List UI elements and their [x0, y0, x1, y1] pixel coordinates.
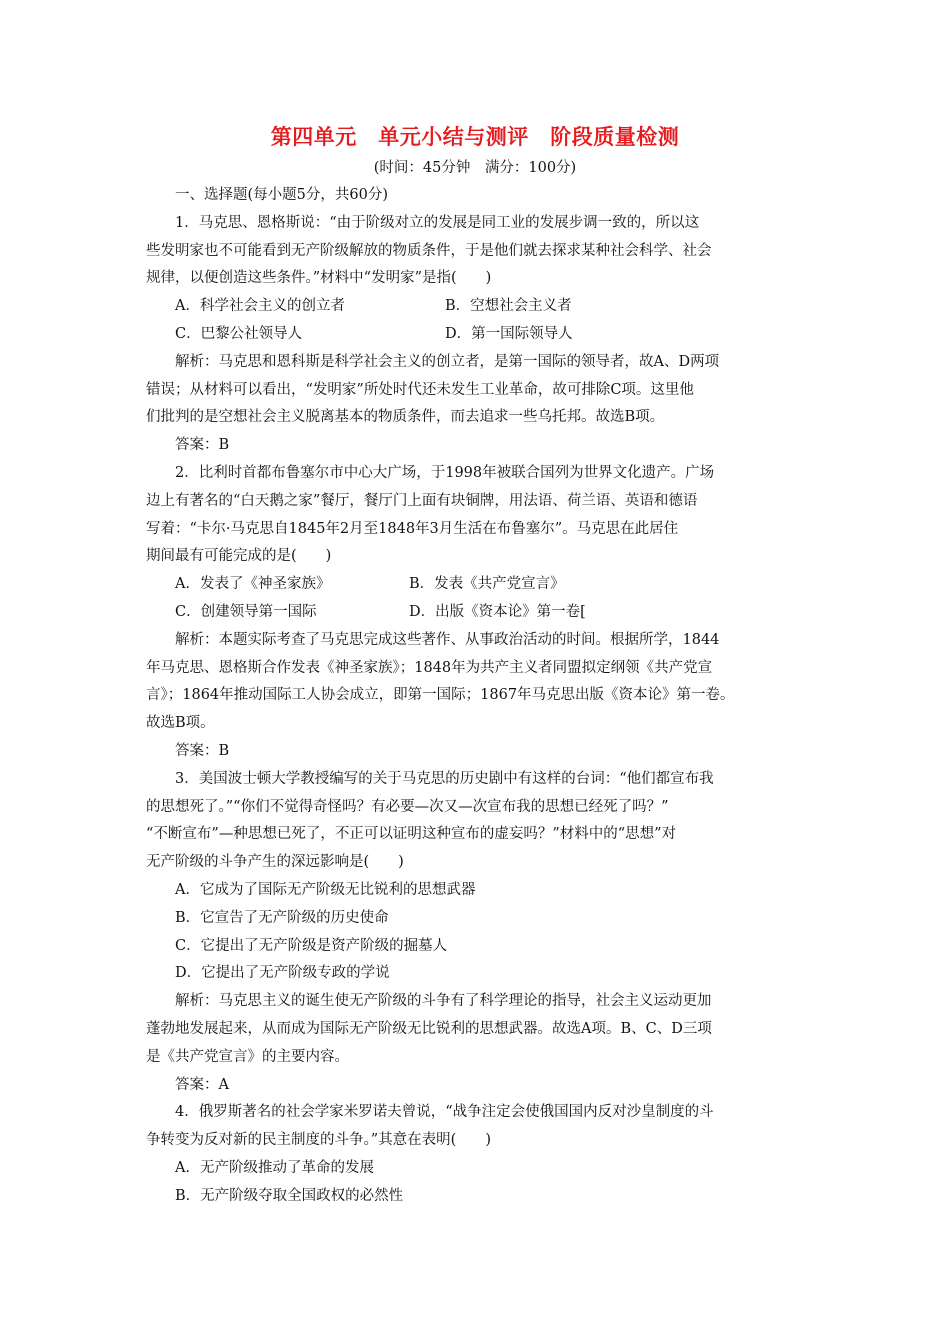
- option-d: D．出版《资本论》第一卷[: [409, 603, 586, 620]
- options-row: [146, 321, 808, 349]
- section-heading: 一、选择题(每小题5分，共60分): [175, 187, 388, 203]
- options-row: [146, 599, 808, 627]
- question-stem-line: 期间最有可能完成的是( ): [146, 548, 332, 565]
- page-title: 第四单元 单元小结与测评 阶段质量检测: [270, 125, 680, 149]
- analysis-line: 解析：本题实际考查了马克思完成这些著作、从事政治活动的时间。根据所学，1844: [175, 631, 720, 648]
- analysis-line: 错误；从材料可以看出，“发明家”所处时代还未发生工业革命，故可排除C项。这里他: [146, 381, 694, 398]
- option-c: C．创建领导第一国际: [175, 603, 317, 620]
- option-a: A．发表了《神圣家族》: [175, 576, 331, 593]
- question-stem-line: 无产阶级的斗争产生的深远影响是( ): [146, 854, 404, 871]
- options-row: [146, 293, 808, 321]
- question-stem-line: 写着：“卡尔·马克思自1845年2月至1848年3月生活在布鲁塞尔”。马克思在此居住: [146, 520, 679, 537]
- option-b: B．空想社会主义者: [445, 298, 572, 315]
- question-3: [146, 766, 808, 1100]
- question-stem-line: 1．马克思、恩格斯说：“由于阶级对立的发展是同工业的发展步调一致的，所以这: [175, 214, 700, 231]
- question-4: [146, 1099, 808, 1210]
- question-stem-line: 的思想死了。”“你们不觉得奇怪吗？有必要—次又—次宣布我的思想已经死了吗？”: [146, 798, 669, 815]
- analysis-line: 故选B项。: [146, 715, 215, 732]
- analysis-line: 蓬勃地发展起来，从而成为国际无产阶级无比锐利的思想武器。故选A项。B、C、D三项: [146, 1020, 712, 1037]
- option-a: A．它成为了国际无产阶级无比锐利的思想武器: [175, 881, 476, 898]
- question-stem-line: 些发明家也不可能看到无产阶级解放的物质条件，于是他们就去探求某种社会科学、社会: [146, 242, 712, 259]
- analysis-line: 言》；1864年推动国际工人协会成立，即第一国际；1867年马克思出版《资本论》第一卷。: [146, 687, 735, 704]
- options-row: [146, 571, 808, 599]
- option-b: B．无产阶级夺取全国政权的必然性: [175, 1187, 404, 1204]
- analysis-line: 解析：马克思和恩科斯是科学社会主义的创立者，是第一国际的领导者，故A、D两项: [175, 353, 720, 370]
- analysis-line: 年马克思、恩格斯合作发表《神圣家族》；1848年为共产主义者同盟拟定纲领《共产党宣: [146, 659, 713, 676]
- analysis-line: 是《共产党宣言》的主要内容。: [146, 1048, 349, 1065]
- question-stem-line: 边上有著名的“白天鹅之家”餐厅，餐厅门上面有块铜牌，用法语、荷兰语、英语和德语: [146, 492, 698, 509]
- question-stem-line: 争转变为反对新的民主制度的斗争。”其意在表明( ): [146, 1132, 491, 1149]
- exam-time-score: (时间：45分钟 满分：100分): [373, 160, 577, 176]
- question-1: [146, 210, 808, 460]
- question-stem-line: 3．美国波士顿大学教授编写的关于马克思的历史剧中有这样的台词：“他们都宣布我: [175, 770, 714, 787]
- option-a: A．科学社会主义的创立者: [175, 298, 345, 315]
- option-b: B．它宣告了无产阶级的历史使命: [175, 909, 389, 926]
- question-stem-line: 规律，以便创造这些条件。”材料中“发明家”是指( ): [146, 270, 492, 287]
- question-2: [146, 460, 808, 766]
- answer-line: 答案：B: [175, 742, 230, 759]
- option-b: B．发表《共产党宣言》: [409, 576, 565, 593]
- analysis-line: 们批判的是空想社会主义脱离基本的物质条件，而去追求一些乌托邦。故选B项。: [146, 409, 665, 426]
- option-c: C．巴黎公社领导人: [175, 325, 303, 342]
- answer-line: 答案：A: [175, 1076, 229, 1093]
- exam-content: [146, 182, 808, 1210]
- option-a: A．无产阶级推动了革命的发展: [175, 1159, 374, 1176]
- answer-line: 答案：B: [175, 437, 230, 454]
- analysis-line: 解析：马克思主义的诞生使无产阶级的斗争有了科学理论的指导，社会主义运动更加: [175, 993, 712, 1010]
- question-stem-line: “不断宣布”—种思想已死了，不正可以证明这种宣布的虚妄吗？”材料中的“思想”对: [146, 826, 677, 843]
- option-c: C．它提出了无产阶级是资产阶级的掘墓人: [175, 937, 448, 954]
- question-stem-line: 2．比利时首都布鲁塞尔市中心大广场，于1998年被联合国列为世界文化遗产。广场: [175, 464, 715, 481]
- option-d: D．它提出了无产阶级专政的学说: [175, 965, 390, 982]
- question-stem-line: 4．俄罗斯著名的社会学家米罗诺夫曾说，“战争注定会使俄国国内反对沙皇制度的斗: [175, 1104, 714, 1121]
- option-d: D．第一国际领导人: [445, 325, 573, 342]
